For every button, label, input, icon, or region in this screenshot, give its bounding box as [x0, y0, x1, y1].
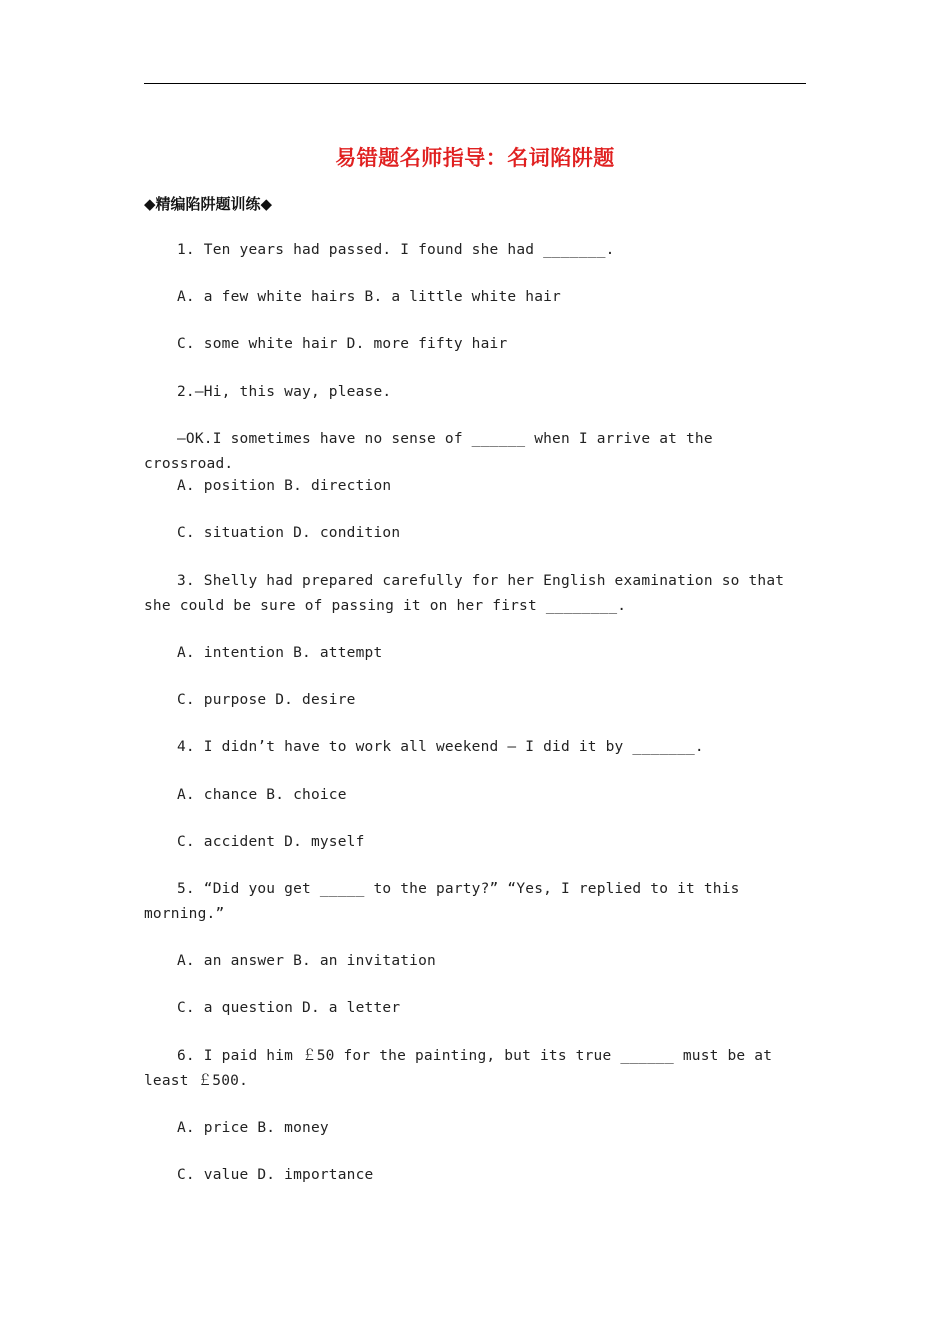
question-4-stem: 4. I didn’t have to work all weekend — I did it by _______.: [177, 739, 704, 755]
question-1-options-ab: A. a few white hairs B. a little white hair: [177, 289, 561, 305]
question-5-options-cd: C. a question D. a letter: [177, 1000, 401, 1016]
page-title: 易错题名师指导：名词陷阱题: [335, 146, 615, 170]
question-3-options-cd: C. purpose D. desire: [177, 692, 356, 708]
question-4-options-cd: C. accident D. myself: [177, 834, 365, 850]
question-2-stem: 2.—Hi, this way, please.: [177, 384, 392, 400]
question-6-options-cd: C. value D. importance: [177, 1167, 374, 1183]
question-1-stem: 1. Ten years had passed. I found she had _______.: [177, 242, 615, 258]
question-6-options-ab: A. price B. money: [177, 1120, 329, 1136]
question-3-options-ab: A. intention B. attempt: [177, 645, 383, 661]
question-4-options-ab: A. chance B. choice: [177, 787, 347, 803]
question-1-options-cd: C. some white hair D. more fifty hair: [177, 336, 508, 352]
question-5-stem: 5. “Did you get _____ to the party?” “Yes, I replied to it this morning.”: [144, 881, 749, 922]
question-2-options-ab: A. position B. direction: [177, 478, 392, 494]
question-2-options-cd: C. situation D. condition: [177, 525, 401, 541]
header-rule: [144, 83, 806, 84]
section-heading: ◆精编陷阱题训练◆: [144, 195, 273, 213]
question-3-stem: 3. Shelly had prepared carefully for her English examination so that she could be sure of passing it on her first ________.: [144, 573, 794, 614]
question-2-stem-reply: —OK.I sometimes have no sense of ______ when I arrive at the crossroad.: [144, 431, 722, 472]
question-5-options-ab: A. an answer B. an invitation: [177, 953, 436, 969]
question-6-stem: 6. I paid him ￡50 for the painting, but its true ______ must be at least ￡500.: [144, 1048, 782, 1089]
